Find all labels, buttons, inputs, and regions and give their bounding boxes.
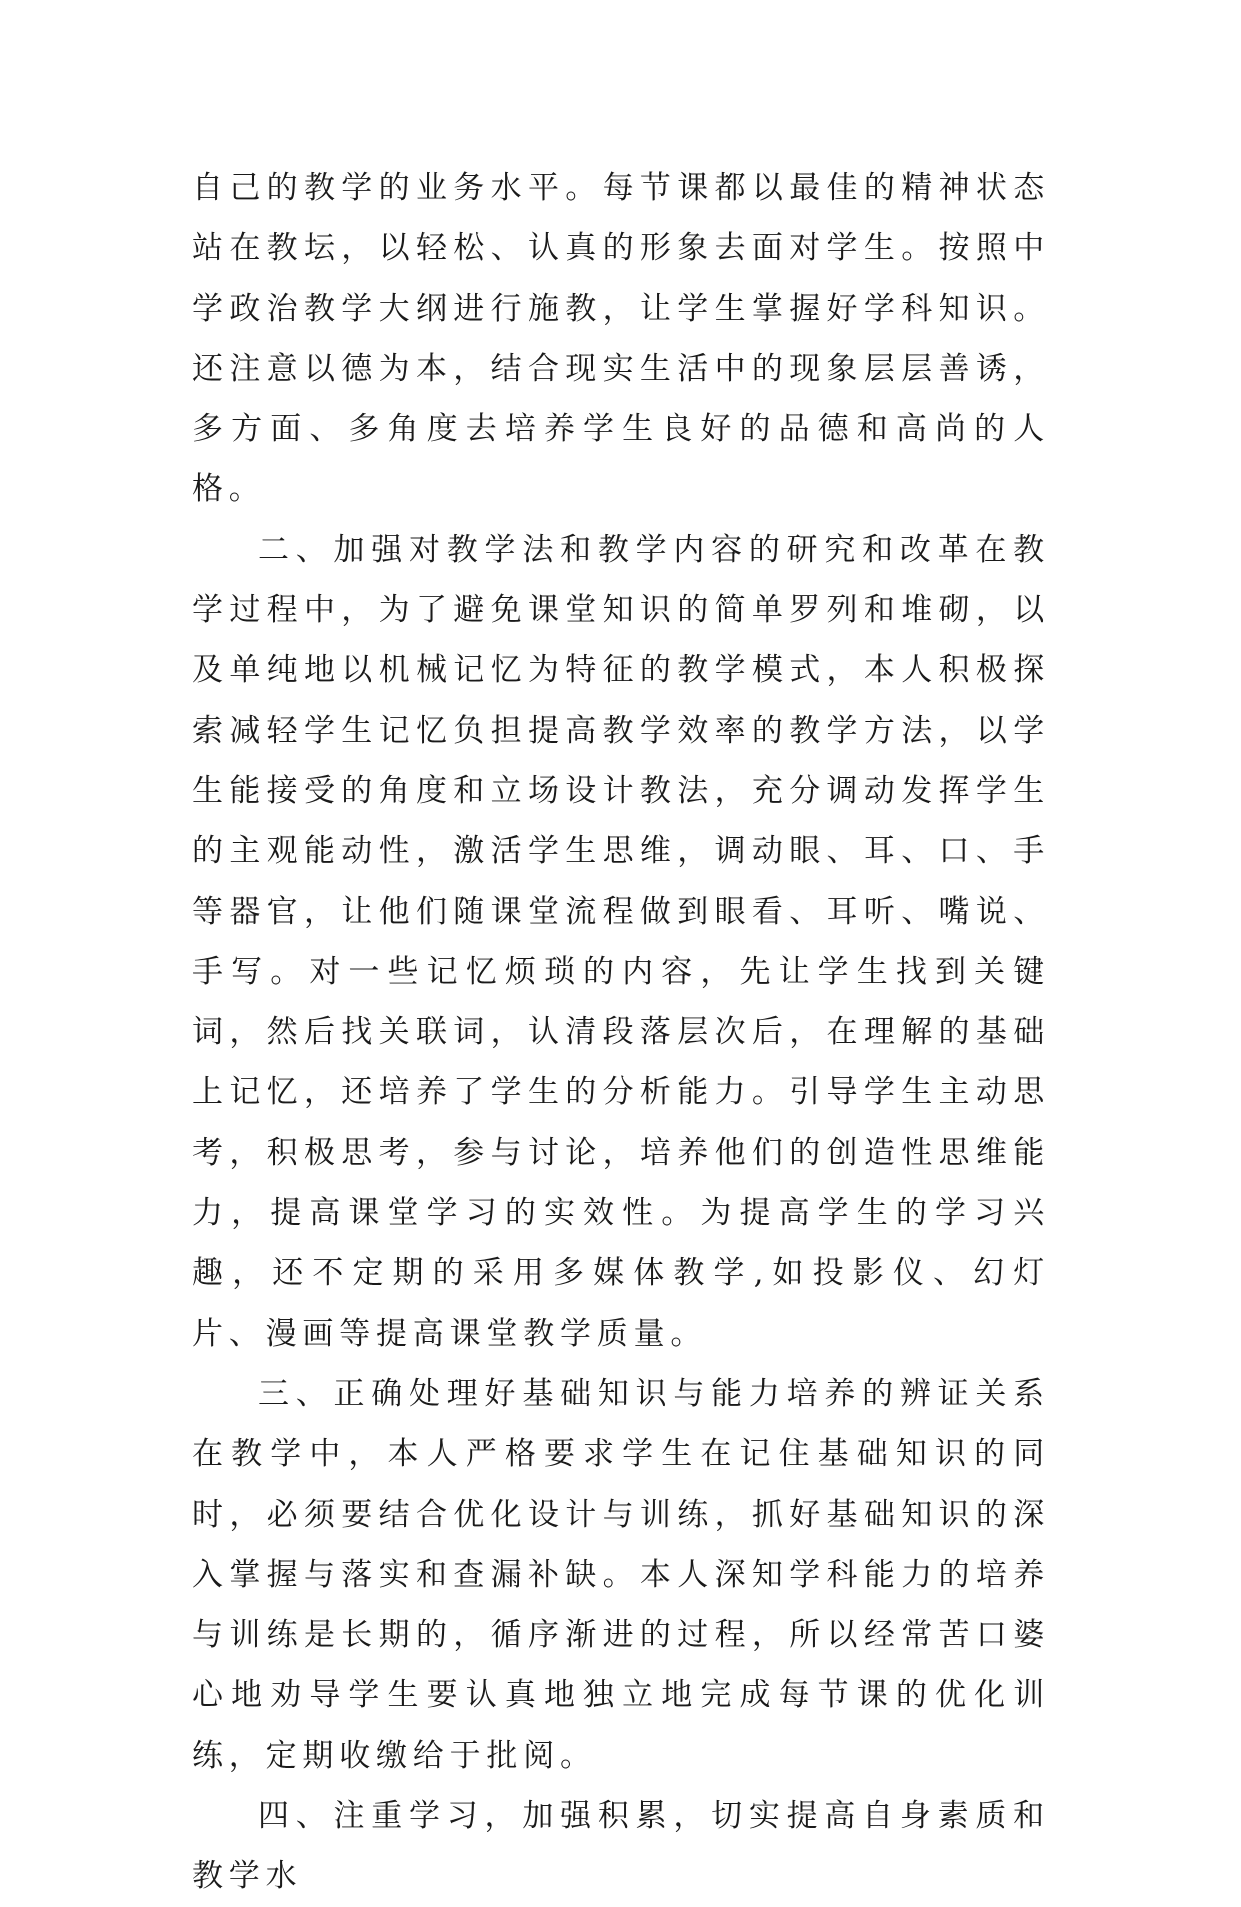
paragraph-section-two: 二、加强对教学法和教学内容的研究和改革在教学过程中，为了避免课堂知识的简单罗列和堆砌，以及单纯地以机械记忆为特征的教学模式，本人积极探索减轻学生记忆负担提高教学效率的教学方法，以学生能接受的角度和立场设计教法，充分调动发挥学生的主观能动性，激活学生思维，调动眼、耳、口、手等器官，让他们随课堂流程做到眼看、耳听、嘴说、手写。对一些记忆烦琐的内容，先让学生找到关键词，然后找关联词，认清段落层次后，在理解的基础上记忆，还培养了学生的分析能力。引导学生主动思考，积极思考，参与讨论，培养他们的创造性思维能力，提高课堂学习的实效性。为提高学生的学习兴趣，还不定期的采用多媒体教学,如投影仪、幻灯片、漫画等提高课堂教学质量。 bbox=[192, 531, 1050, 1352]
document-body bbox=[192, 158, 1050, 1907]
paragraph-continuation: 自己的教学的业务水平。每节课都以最佳的精神状态站在教坛，以轻松、认真的形象去面对学生。按照中学政治教学大纲进行施教，让学生掌握好学科知识。还注意以德为本，结合现实生活中的现象层层善诱，多方面、多角度去培养学生良好的品德和高尚的人格。 bbox=[192, 170, 1050, 508]
paragraph-section-three: 三、正确处理好基础知识与能力培养的辨证关系在教学中，本人严格要求学生在记住基础知识的同时，必须要结合优化设计与训练，抓好基础知识的深入掌握与落实和查漏补缺。本人深知学科能力的培养与训练是长期的，循序渐进的过程，所以经常苦口婆心地劝导学生要认真地独立地完成每节课的优化训练，定期收缴给于批阅。 bbox=[192, 1375, 1050, 1774]
paragraph-section-four: 四、注重学习，加强积累，切实提高自身素质和教学水 bbox=[192, 1798, 1050, 1895]
